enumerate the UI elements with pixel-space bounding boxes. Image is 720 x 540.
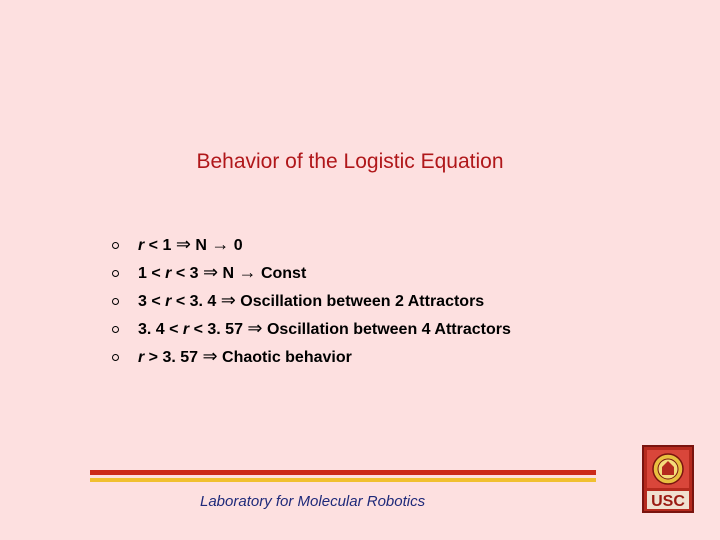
bullet-icon xyxy=(112,270,119,277)
bullet-text: 3 < r < 3. 4 ⇒ Oscillation between 2 Attractors xyxy=(138,290,485,310)
implies-arrow-icon: ⇒ xyxy=(220,290,236,310)
implies-arrow-icon: ⇒ xyxy=(202,346,218,366)
bullet-text: r < 1 ⇒ N → 0 xyxy=(138,234,243,254)
bullet-icon xyxy=(112,242,119,249)
bullet-text: r > 3. 57 ⇒ Chaotic behavior xyxy=(138,346,352,366)
bullet-text: 1 < r < 3 ⇒ N → Const xyxy=(138,262,307,282)
footer-divider-red xyxy=(90,470,596,475)
implies-arrow-icon: ⇒ xyxy=(247,318,263,338)
right-arrow-icon: → xyxy=(238,262,257,282)
implies-arrow-icon: ⇒ xyxy=(202,262,219,282)
right-arrow-icon: → xyxy=(211,234,230,254)
logo-text: USC xyxy=(651,493,685,510)
bullet-icon xyxy=(112,326,119,333)
bullet-icon xyxy=(112,298,119,305)
footer-divider-gold xyxy=(90,478,596,482)
usc-seal-icon xyxy=(642,445,694,513)
bullet-icon xyxy=(112,354,119,361)
footer-text: Laboratory for Molecular Robotics xyxy=(200,493,426,510)
slide-title: Behavior of the Logistic Equation xyxy=(196,150,504,173)
implies-arrow-icon: ⇒ xyxy=(175,234,191,254)
bullet-text: 3. 4 < r < 3. 57 ⇒ Oscillation between 4 Attractors xyxy=(138,318,511,338)
